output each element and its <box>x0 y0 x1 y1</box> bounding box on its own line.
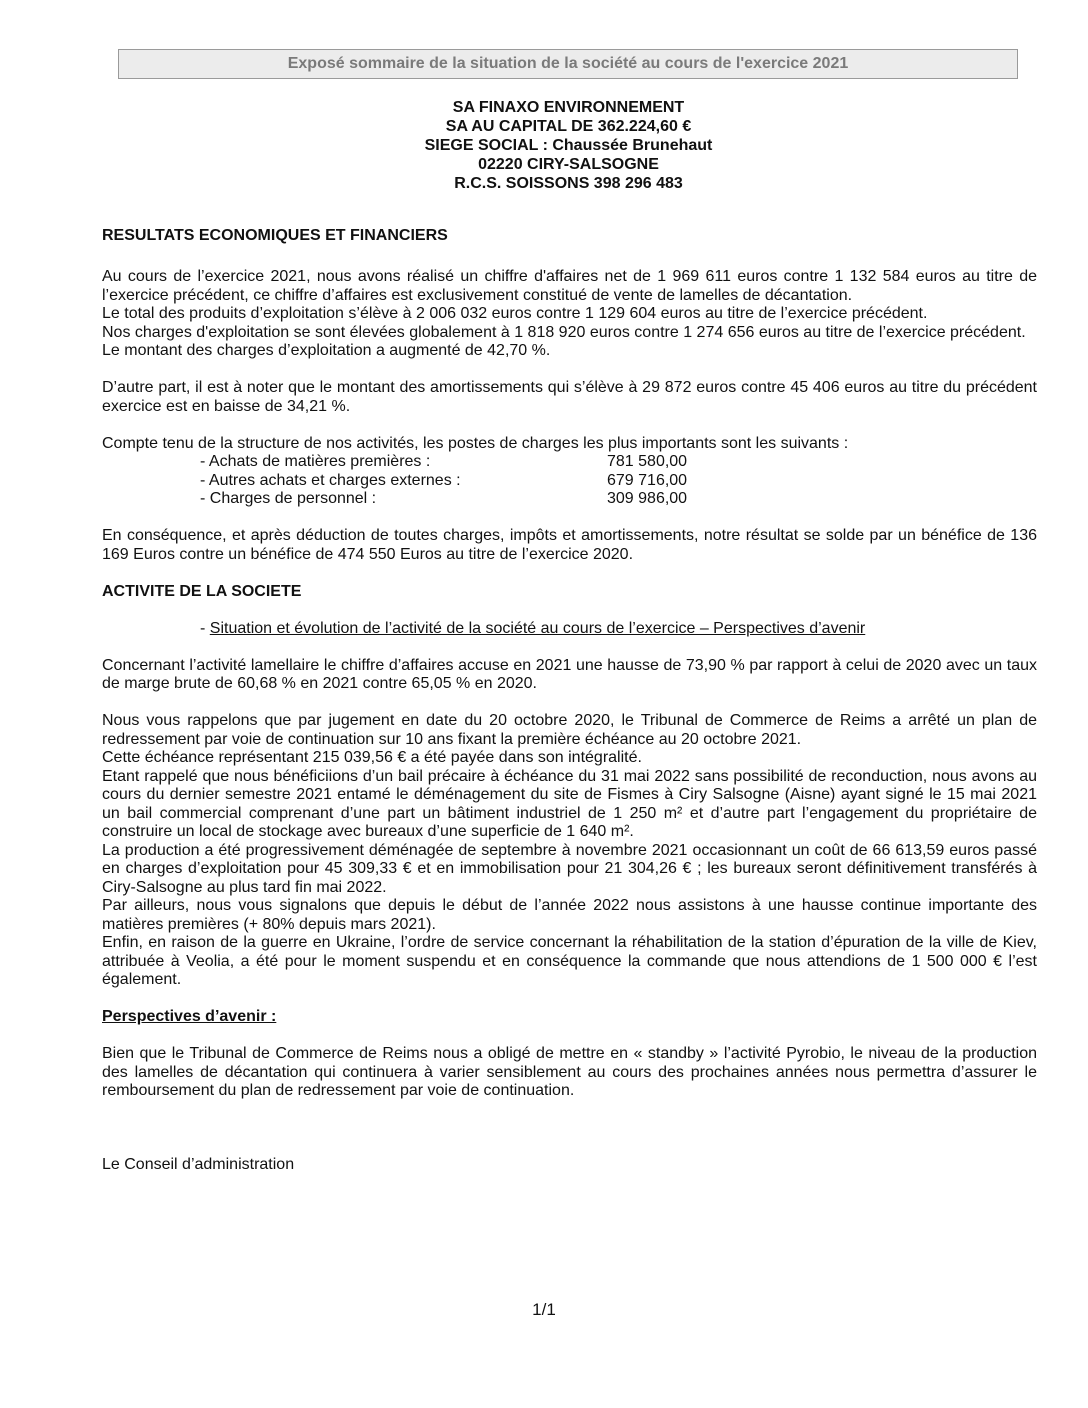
charges-label: - Charges de personnel : <box>200 490 377 507</box>
paragraph-conclusion: En conséquence, et après déduction de toutes charges, impôts et amortissements, notre résultat se solde par un bénéfice de 136 169 Euros contre un bénéfice de 474 550 Euros au titre de l’exercice 2020. <box>102 527 1037 563</box>
charges-value: 679 716,00 <box>607 471 688 489</box>
company-header <box>100 98 1037 193</box>
paragraph-produits: Le total des produits d’exploitation s’élève à 2 006 032 euros contre 1 129 604 euros au titre de l’exercice précédent. <box>102 305 928 322</box>
section-heading-perspectives: Perspectives d’avenir : <box>102 1008 277 1025</box>
charges-value: 781 580,00 <box>607 453 688 470</box>
subheading-prefix: - <box>200 619 210 637</box>
paragraph-perspectives: Bien que le Tribunal de Commerce de Reims nous a obligé de mettre en « standby » l’activité Pyrobio, le niveau de la production des lamelles de décantation qui continuera à varier sensiblement au cours des prochaines années nous permettra d’assurer le remboursement du plan de redressement par voie de continuation. <box>102 1045 1037 1099</box>
activity-subheading <box>102 620 1037 639</box>
paragraph-postes-intro: Compte tenu de la structure de nos activités, les postes de charges les plus importants sont les suivants : <box>102 434 849 452</box>
section-heading-activite: ACTIVITE DE LA SOCIETE <box>102 582 302 600</box>
paragraph-lamellaire: Concernant l’activité lamellaire le chiffre d’affaires accuse en 2021 une hausse de 73,90 % par rapport à celui de 2020 avec un taux de marge brute de 60,68 % en 2021 contre 65,05 % en 2020. <box>102 656 1037 692</box>
company-city: 02220 CIRY-SALSOGNE <box>478 156 659 173</box>
section-heading-resultats: RESULTATS ECONOMIQUES ET FINANCIERS <box>102 227 448 244</box>
company-capital: SA AU CAPITAL DE 362.224,60 € <box>445 118 692 135</box>
charges-label: - Achats de matières premières : <box>200 453 431 470</box>
paragraph-bail: Etant rappelé que nous bénéficiions d’un bail précaire à échéance du 31 mai 2022 sans possibilité de reconduction, nous avons au cours du dernier semestre 2021 entamé le déménagement du site de Fismes à Ciry Salsogne (Aisne) ayant signé le 15 mai 2021 un bail commercial comprenant d’une part un bâtiment industriel de 1 250 m² et d’autre part l’engagement du propriétaire de construire un local de stockage avec bureaux d’une superficie de 1 640 m². <box>102 767 1037 840</box>
charges-row <box>102 472 1037 491</box>
company-name: SA FINAXO ENVIRONNEMENT <box>452 99 685 116</box>
paragraph-amortissements: D’autre part, il est à noter que le montant des amortissements qui s’élève à 29 872 euros contre 45 406 euros au titre du précédent exercice est en baisse de 34,21 %. <box>102 379 1037 415</box>
charges-list <box>102 453 1037 509</box>
document-title: Exposé sommaire de la situation de la société au cours de l'exercice 2021 <box>118 49 1018 79</box>
charges-row <box>102 490 1037 509</box>
subheading-text: Situation et évolution de l’activité de la société au cours de l’exercice – Perspectives d’avenir <box>209 619 866 637</box>
document-body <box>102 227 1037 1175</box>
signature: Le Conseil d’administration <box>102 1156 295 1173</box>
paragraph-chiffre-affaires: Au cours de l’exercice 2021, nous avons réalisé un chiffre d'affaires net de 1 969 611 euros contre 1 132 584 euros au titre de l’exercice précédent, ce chiffre d’affaires est exclusivement constitué de vente de lamelles de décantation. <box>102 268 1037 304</box>
paragraph-ukraine: Enfin, en raison de la guerre en Ukraine, l’ordre de service concernant la réhabilitation de la station d’épuration de la ville de Kiev, attribuée à Veolia, a été pour le moment suspendu et en conséquence la commande que nous attendions de 1 500 000 € l’est également. <box>102 934 1037 988</box>
charges-value: 309 986,00 <box>607 490 688 507</box>
paragraph-charges: Nos charges d'exploitation se sont élevées globalement à 1 818 920 euros contre 1 274 656 euros au titre de l’exercice précédent. <box>102 323 1026 341</box>
page-number: 1/1 <box>532 1300 556 1319</box>
company-rcs: R.C.S. SOISSONS 398 296 483 <box>454 175 683 192</box>
paragraph-production: La production a été progressivement déménagée de septembre à novembre 2021 occasionnant un coût de 66 613,59 euros passé en charges d’exploitation pour 45 309,33 € et en immobilisation pour 21 304,26 € ; les bureaux seront définitivement transférés à Ciry-Salsogne au plus tard fin mai 2022. <box>102 841 1037 896</box>
charges-row <box>102 453 1037 472</box>
charges-label: - Autres achats et charges externes : <box>200 471 461 489</box>
paragraph-echeance: Cette échéance représentant 215 039,56 € a été payée dans son intégralité. <box>102 749 642 766</box>
paragraph-augmentation: Le montant des charges d’exploitation a augmenté de 42,70 %. <box>102 342 551 359</box>
paragraph-jugement: Nous vous rappelons que par jugement en date du 20 octobre 2020, le Tribunal de Commerce de Reims a arrêté un plan de redressement par voie de continuation sur 10 ans fixant la première échéance au 20 octobre 2021. <box>102 712 1037 748</box>
company-siege: SIEGE SOCIAL : Chaussée Brunehaut <box>424 137 713 154</box>
paragraph-matieres: Par ailleurs, nous vous signalons que depuis le début de l’année 2022 nous assistons à une hausse continue importante des matières premières (+ 80% depuis mars 2021). <box>102 897 1037 933</box>
